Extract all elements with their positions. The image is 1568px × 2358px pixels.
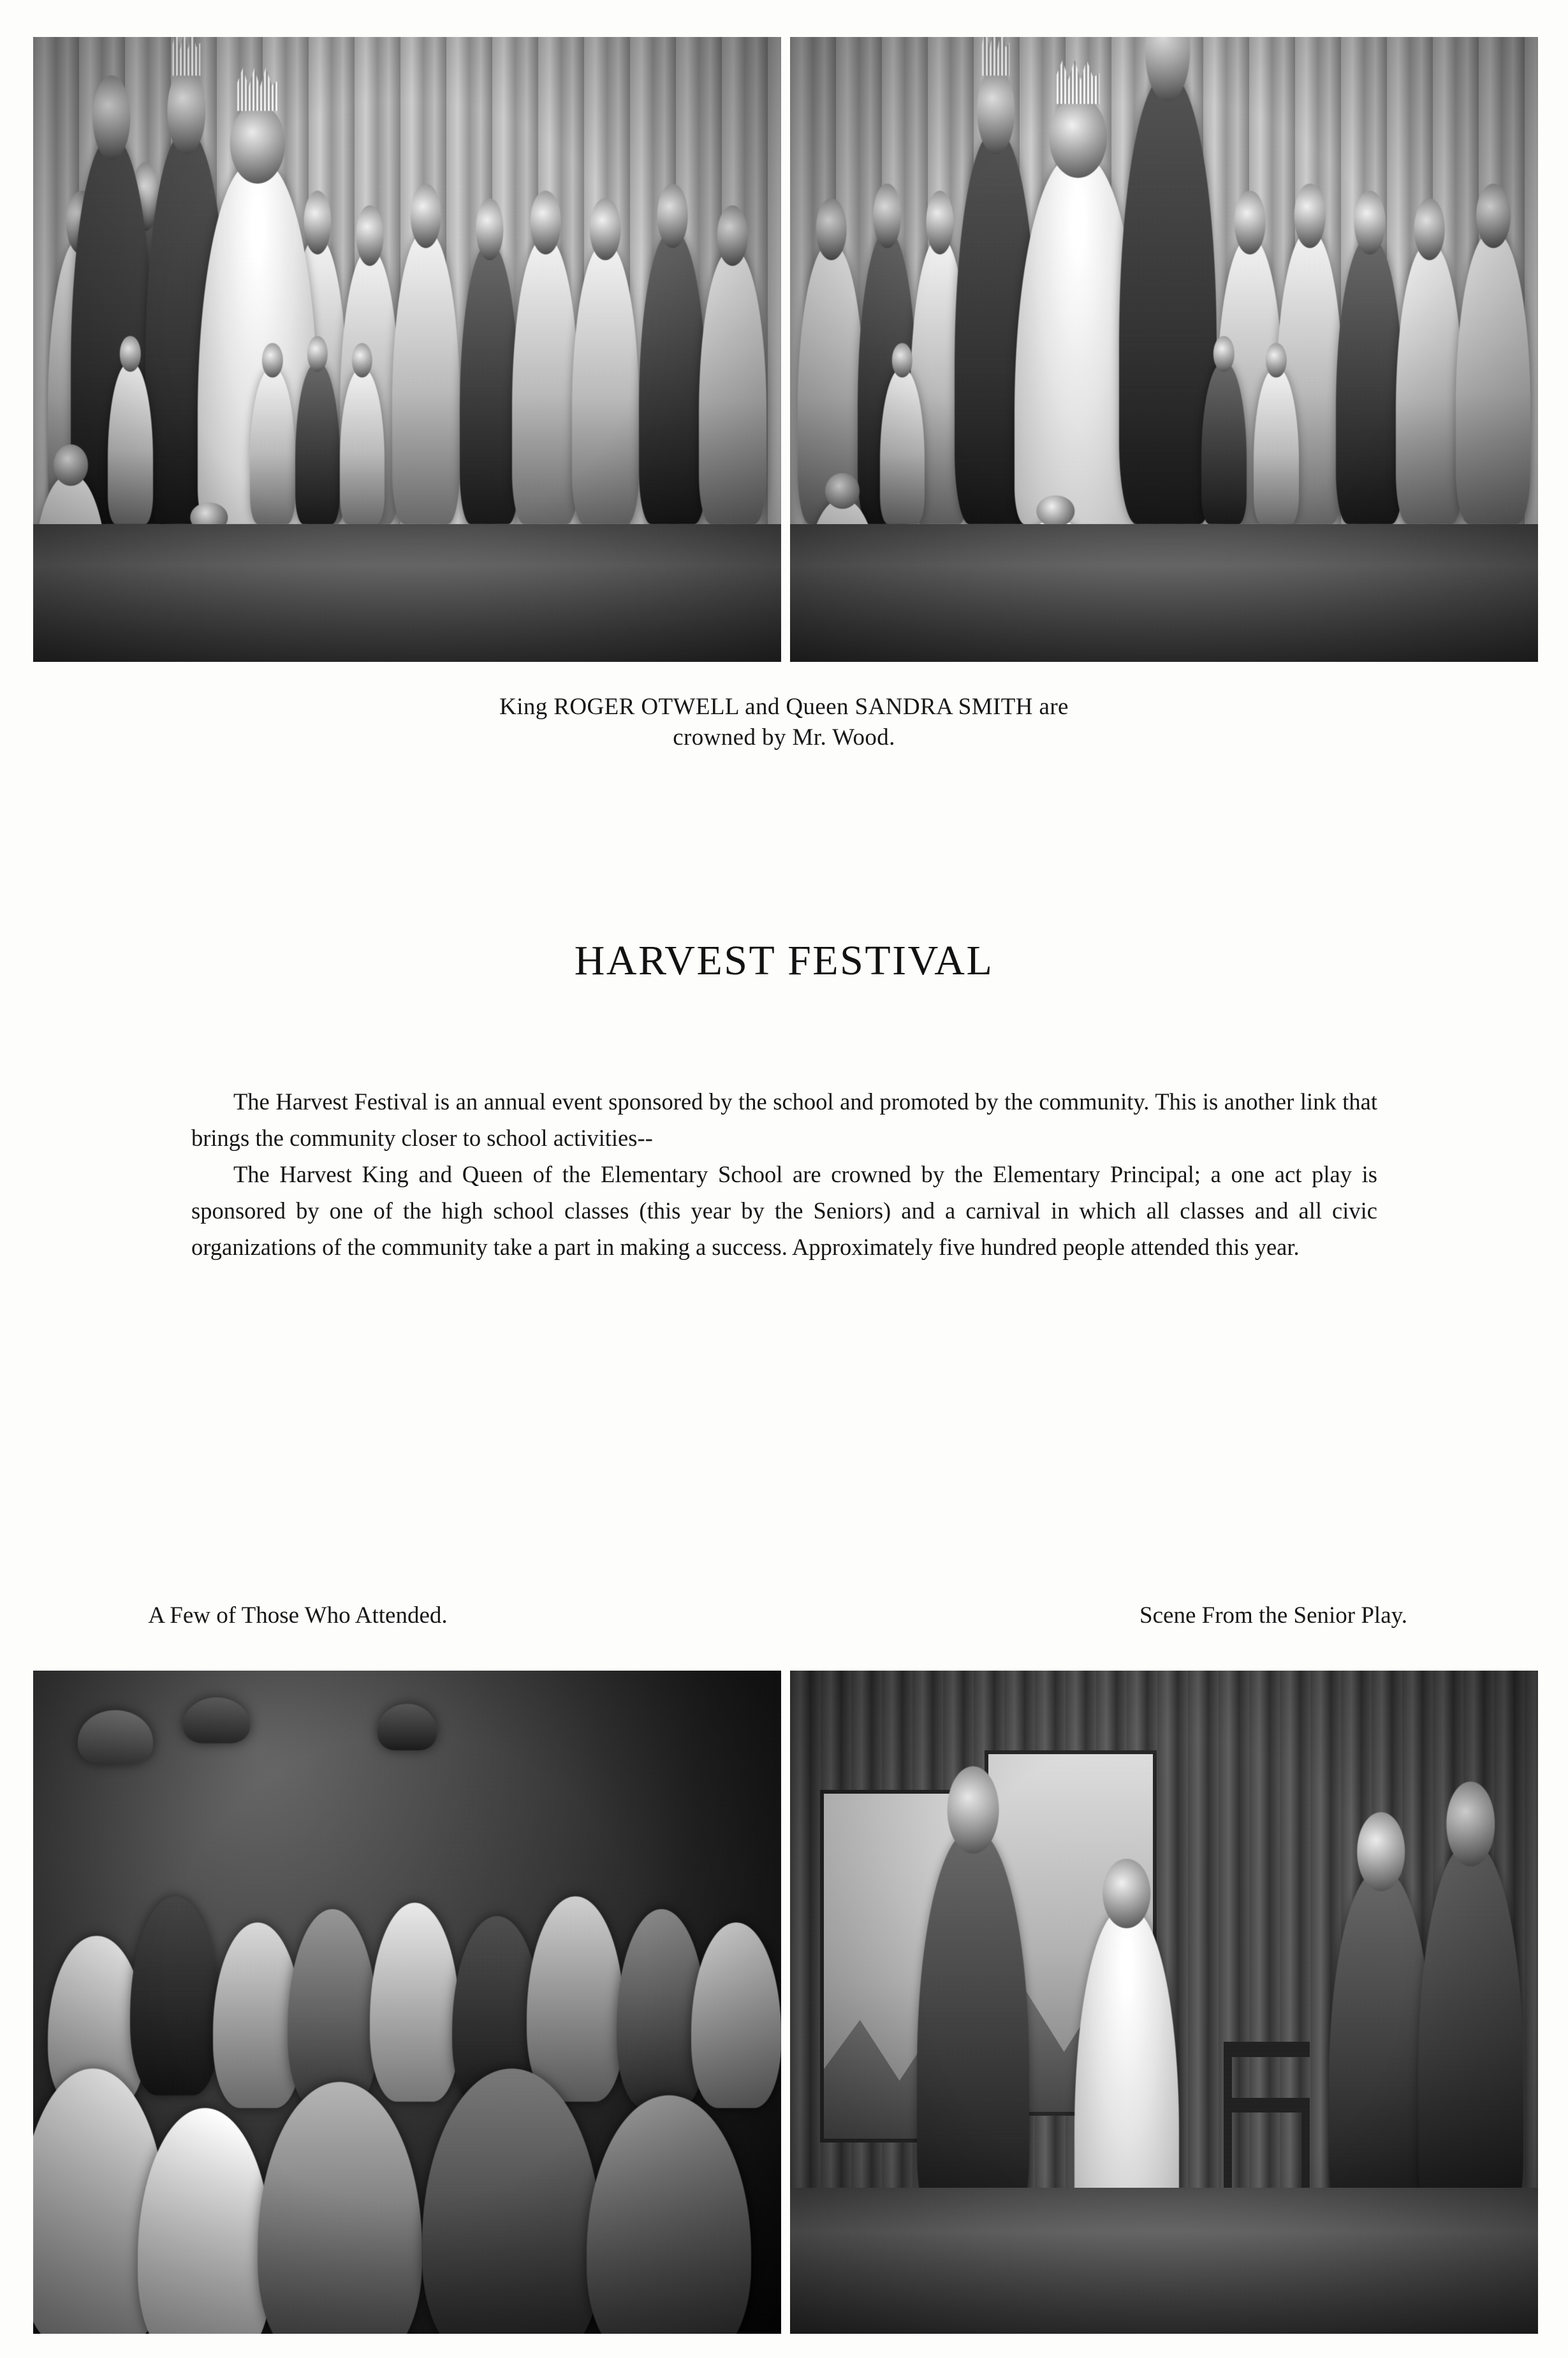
carnival-crowd-photo [33, 1671, 781, 2334]
paragraph-2: The Harvest King and Queen of the Elementary School are crowned by the Elementary Principal; a one act play is sponsored by one of the high school classes (this year by the Seniors) and a carnival in which all classes and all civic organizations of the community take a part in making a success. Approximately five hundred people attended this year. [191, 1161, 1377, 1260]
bottom-photo-captions [33, 1602, 1538, 1629]
bottom-photo-row [33, 1671, 1538, 2334]
stage-floor [790, 524, 1538, 662]
crowd-scene [33, 1671, 781, 2334]
paragraph-1: The Harvest Festival is an annual event sponsored by the school and promoted by the community. This is another link that brings the community closer to school activities-- [191, 1088, 1377, 1151]
top-photo-row [33, 37, 1538, 662]
crowning-photo-left [33, 37, 781, 662]
stage-floor [790, 2188, 1538, 2334]
stage-floor [33, 524, 781, 662]
bottom-caption-right: Scene From the Senior Play. [1139, 1602, 1407, 1629]
top-caption-line-1: King ROGER OTWELL and Queen SANDRA SMITH are [499, 694, 1069, 720]
bottom-caption-left: A Few of Those Who Attended. [148, 1602, 448, 1629]
crowning-photo-right [790, 37, 1538, 662]
page-title: HARVEST FESTIVAL [574, 937, 994, 985]
top-caption-line-2: crowned by Mr. Wood. [673, 724, 895, 751]
body-text [191, 1084, 1377, 1266]
senior-play-photo [790, 1671, 1538, 2334]
top-photo-caption [0, 692, 1568, 753]
